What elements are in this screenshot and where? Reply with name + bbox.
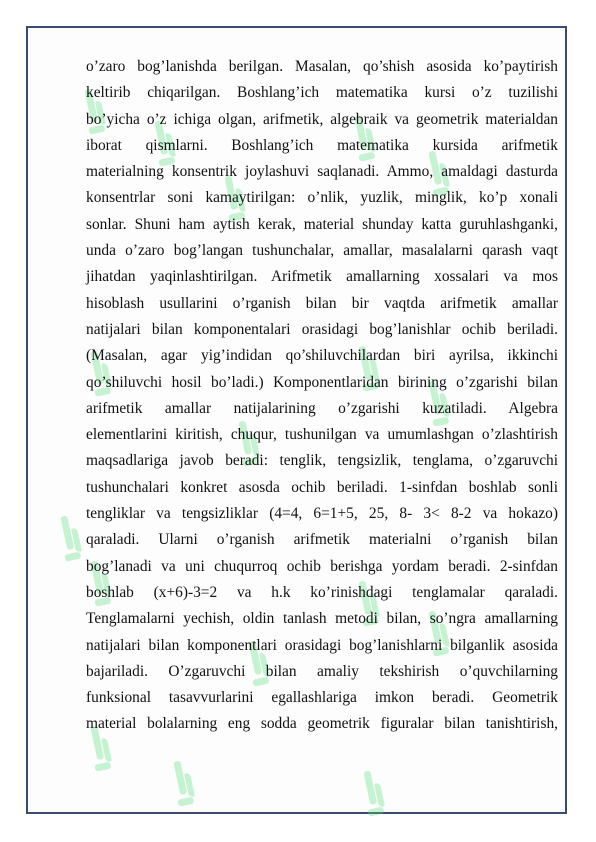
text-line: bog’lanadi va uni chuqurroq ochib berishga yordam beradi. 2-sinfdan — [86, 557, 558, 575]
text-line: jihatdan yaqinlashtirilgan. Arifmetik amallarning xossalari va mos — [86, 268, 558, 286]
text-line: bo’yicha o’z ichiga olgan, arifmetik, algebraik va geometrik materialdan — [86, 110, 558, 128]
text-line: tushunchalari konkret asosda ochib beriladi. 1-sinfdan boshlab sonli — [86, 478, 558, 496]
text-line: maqsadlariga javob beradi: tenglik, tengsizlik, tenglama, o’zgaruvchi — [86, 452, 558, 470]
text-line: unda o’zaro bog’langan tushunchalar, amallar, masalalarni qarash vaqt — [86, 242, 558, 260]
text-line: elementlarini kiritish, chuqur, tushunilgan va umumlashgan o’zlashtirish — [86, 426, 558, 444]
body-text — [86, 54, 558, 738]
text-line: hisoblash usullarini o’rganish bilan bir vaqtda arifmetik amallar — [86, 294, 558, 312]
text-line: o’zaro bog’lanishda berilgan. Masalan, qo’shish asosida ko’paytirish — [86, 58, 558, 75]
text-line: arifmetik amallar natijalarining o’zgarishi kuzatiladi. Algebra — [86, 399, 558, 417]
text-line: boshlab (x+6)-3=2 va h.k ko’rinishdagi tenglamalar qaraladi. — [86, 583, 558, 601]
text-line: funksional tasavvurlarini egallashlariga imkon beradi. Geometrik — [86, 689, 558, 707]
text-line: bajariladi. O’zgaruvchi bilan amaliy tekshirish o’quvchilarning — [86, 662, 558, 680]
text-line: Tenglamalarni yechish, oldin tanlash metodi bilan, so’ngra amallarning — [86, 610, 558, 628]
text-line: qo’shiluvchi hosil bo’ladi.) Komponentlaridan birining o’zgarishi bilan — [86, 373, 558, 391]
text-line: natijalari bilan komponentlari orasidagi bog’lanishlarni bilganlik asosida — [86, 636, 558, 654]
text-line: keltirib chiqarilgan. Boshlang’ich matematika kursi o’z tuzilishi — [86, 84, 558, 102]
text-line: materialning konsentrik joylashuvi saqlanadi. Ammo, amaldagi dasturda — [86, 163, 558, 181]
text-line: konsentrlar soni kamaytirilgan: o’nlik, yuzlik, minglik, ko’p xonali — [86, 189, 558, 207]
text-line: tengliklar va tengsizliklar (4=4, 6=1+5, 25, 8- 3< 8-2 va hokazo) — [86, 505, 558, 523]
text-line: (Masalan, agar yig’indidan qo’shiluvchilardan biri ayrilsa, ikkinchi — [86, 347, 558, 365]
text-line: natijalari bilan komponentalari orasidagi bog’lanishlar ochib beriladi. — [86, 320, 558, 338]
text-line: material bolalarning eng sodda geometrik figuralar bilan tanishtirish, — [86, 715, 558, 733]
text-line: sonlar. Shuni ham aytish kerak, material shunday katta guruhlashganki, — [86, 215, 558, 233]
text-line: qaraladi. Ularni o’rganish arifmetik materialni o’rganish bilan — [86, 531, 558, 549]
text-line: iborat qismlarni. Boshlang’ich matematika kursida arifmetik — [86, 136, 558, 154]
